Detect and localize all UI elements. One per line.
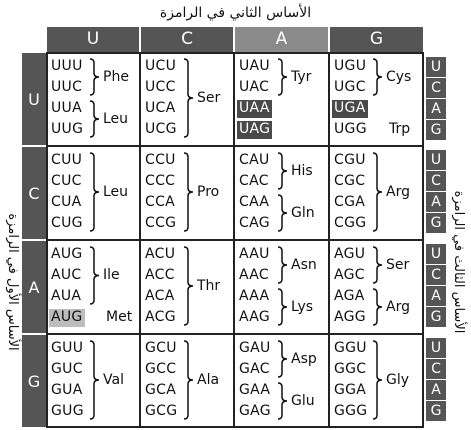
brace-path: [90, 153, 99, 231]
group-brace: [89, 100, 101, 138]
codon-cau: CAU: [239, 152, 270, 168]
codon-agu: AGU: [334, 246, 366, 262]
codon-gga: GGA: [334, 382, 367, 398]
third-base-u-a: A: [426, 99, 446, 119]
codon-cga: CGA: [334, 194, 366, 210]
amino-acid-val: Val: [103, 371, 124, 388]
codon-uga: UGA: [334, 100, 366, 116]
brace-path: [278, 247, 287, 283]
second-base-title: الأساس الثاني في الرامزة: [159, 5, 312, 21]
third-base-u-c: C: [426, 78, 446, 98]
codon-gug: GUG: [51, 403, 84, 419]
third-base-a-c: C: [426, 265, 446, 285]
codon-gca: GCA: [145, 382, 177, 398]
brace-path: [278, 153, 287, 189]
group-brace: [277, 194, 289, 232]
amino-acid-tyr: Tyr: [291, 68, 312, 85]
brace-path: [278, 341, 287, 377]
codon-uuc: UUC: [51, 79, 83, 95]
codon-cac: CAC: [239, 173, 269, 189]
brace-path: [278, 289, 287, 325]
codon-gcg: GCG: [145, 403, 178, 419]
amino-acid-trp: Trp: [389, 121, 411, 137]
first-base-g: G: [22, 335, 46, 427]
amino-acid-lys: Lys: [291, 298, 314, 315]
codon-uag: UAG: [239, 121, 271, 137]
brace-path: [90, 247, 99, 304]
codon-uaa: UAA: [239, 100, 270, 116]
amino-acid-leu: Leu: [103, 183, 129, 200]
group-brace: [372, 152, 384, 232]
codon-ccg: CCG: [145, 215, 177, 231]
codon-ggg: GGG: [334, 403, 368, 419]
group-brace: [89, 152, 101, 232]
codon-ccu: CCU: [145, 152, 176, 168]
third-base-title: الأساس الثالث في الرامزة: [451, 190, 466, 334]
brace-path: [90, 101, 99, 137]
brace-path: [90, 59, 99, 95]
codon-uua: UUA: [51, 100, 82, 116]
group-brace: [372, 340, 384, 420]
amino-acid-met: Met: [106, 309, 133, 325]
codon-ugg: UGG: [334, 121, 367, 137]
first-base-u: U: [22, 53, 46, 145]
codon-aag: AAG: [239, 309, 271, 325]
codon-gcu: GCU: [145, 340, 177, 356]
group-brace: [277, 288, 289, 326]
amino-acid-leu: Leu: [103, 110, 129, 127]
codon-agg: AGG: [334, 309, 366, 325]
amino-acid-asp: Asp: [291, 350, 317, 367]
grid-row-divider: [46, 333, 424, 335]
amino-acid-ser: Ser: [197, 89, 221, 106]
codon-auc: AUC: [51, 267, 82, 283]
codon-ccc: CCC: [145, 173, 176, 189]
amino-acid-glu: Glu: [291, 392, 315, 409]
codon-gau: GAU: [239, 340, 271, 356]
brace-path: [90, 341, 99, 419]
group-brace: [372, 58, 384, 96]
codon-cua: CUA: [51, 194, 82, 210]
group-brace: [277, 340, 289, 378]
codon-guc: GUC: [51, 361, 83, 377]
codon-uau: UAU: [239, 58, 270, 74]
codon-cgc: CGC: [334, 173, 366, 189]
group-brace: [277, 58, 289, 96]
group-brace: [277, 382, 289, 420]
amino-acid-arg: Arg: [386, 183, 410, 200]
codon-gua: GUA: [51, 382, 83, 398]
first-base-title: الأساس الأول في الرامزة: [5, 213, 20, 351]
codon-agc: AGC: [334, 267, 365, 283]
second-base-header-g: G: [330, 27, 423, 52]
codon-cgu: CGU: [334, 152, 366, 168]
amino-acid-cys: Cys: [386, 68, 412, 85]
second-base-header-a: A: [235, 27, 328, 52]
codon-ucg: UCG: [145, 121, 177, 137]
codon-aca: ACA: [145, 288, 175, 304]
brace-path: [373, 341, 382, 419]
codon-aug: AUG: [51, 309, 83, 325]
third-base-g-u: U: [426, 338, 446, 358]
amino-acid-gln: Gln: [291, 204, 315, 221]
first-base-c: C: [22, 147, 46, 239]
codon-gaa: GAA: [239, 382, 271, 398]
codon-ugc: UGC: [334, 79, 366, 95]
third-base-u-u: U: [426, 57, 446, 77]
codon-gac: GAC: [239, 361, 270, 377]
amino-acid-ala: Ala: [197, 371, 220, 388]
brace-path: [278, 383, 287, 419]
codon-gcc: GCC: [145, 361, 177, 377]
codon-cag: CAG: [239, 215, 270, 231]
amino-acid-gly: Gly: [386, 371, 410, 388]
amino-acid-arg: Arg: [386, 298, 410, 315]
codon-acg: ACG: [145, 309, 176, 325]
first-base-a: A: [22, 241, 46, 333]
amino-acid-ile: Ile: [103, 267, 120, 283]
codon-aua: AUA: [51, 288, 82, 304]
codon-acc: ACC: [145, 267, 175, 283]
third-base-g-g: G: [426, 401, 446, 421]
brace-path: [184, 59, 193, 137]
brace-path: [373, 153, 382, 231]
brace-path: [373, 247, 382, 283]
grid-row-divider: [46, 145, 424, 147]
brace-path: [373, 289, 382, 325]
third-base-a-u: U: [426, 244, 446, 264]
codon-cca: CCA: [145, 194, 176, 210]
amino-acid-pro: Pro: [197, 183, 220, 200]
codon-cgg: CGG: [334, 215, 367, 231]
codon-uca: UCA: [145, 100, 176, 116]
codon-ucu: UCU: [145, 58, 177, 74]
codon-uuu: UUU: [51, 58, 83, 74]
codon-cug: CUG: [51, 215, 83, 231]
codon-uac: UAC: [239, 79, 270, 95]
codon-ggc: GGC: [334, 361, 367, 377]
third-base-g-c: C: [426, 359, 446, 379]
codon-cuc: CUC: [51, 173, 82, 189]
grid-row-divider: [46, 239, 424, 241]
amino-acid-thr: Thr: [197, 277, 221, 294]
group-brace: [183, 340, 195, 420]
group-brace: [372, 288, 384, 326]
amino-acid-his: His: [291, 162, 313, 179]
group-brace: [89, 246, 101, 305]
codon-ugu: UGU: [334, 58, 367, 74]
third-base-a-a: A: [426, 286, 446, 306]
amino-acid-asn: Asn: [291, 256, 317, 273]
codon-aac: AAC: [239, 267, 269, 283]
third-base-c-c: C: [426, 171, 446, 191]
group-brace: [183, 58, 195, 138]
group-brace: [277, 152, 289, 190]
codon-aaa: AAA: [239, 288, 270, 304]
amino-acid-phe: Phe: [103, 68, 129, 85]
codon-uug: UUG: [51, 121, 84, 137]
group-brace: [183, 246, 195, 326]
codon-guu: GUU: [51, 340, 84, 356]
group-brace: [277, 246, 289, 284]
codon-aug: AUG: [51, 246, 83, 262]
brace-path: [278, 195, 287, 231]
third-base-c-u: U: [426, 150, 446, 170]
amino-acid-ser: Ser: [386, 256, 410, 273]
codon-acu: ACU: [145, 246, 176, 262]
second-base-header-u: U: [47, 27, 139, 52]
group-brace: [89, 58, 101, 96]
codon-cuu: CUU: [51, 152, 83, 168]
brace-path: [373, 59, 382, 95]
brace-path: [184, 153, 193, 231]
codon-aga: AGA: [334, 288, 365, 304]
third-base-g-a: A: [426, 380, 446, 400]
codon-caa: CAA: [239, 194, 270, 210]
codon-ggu: GGU: [334, 340, 367, 356]
brace-path: [184, 247, 193, 325]
codon-aau: AAU: [239, 246, 270, 262]
codon-ucc: UCC: [145, 79, 176, 95]
group-brace: [89, 340, 101, 420]
third-base-u-g: G: [426, 120, 446, 140]
third-base-a-g: G: [426, 307, 446, 327]
second-base-header-c: C: [141, 27, 233, 52]
third-base-c-g: G: [426, 213, 446, 233]
brace-path: [184, 341, 193, 419]
group-brace: [183, 152, 195, 232]
third-base-c-a: A: [426, 192, 446, 212]
group-brace: [372, 246, 384, 284]
brace-path: [278, 59, 287, 95]
codon-gag: GAG: [239, 403, 271, 419]
